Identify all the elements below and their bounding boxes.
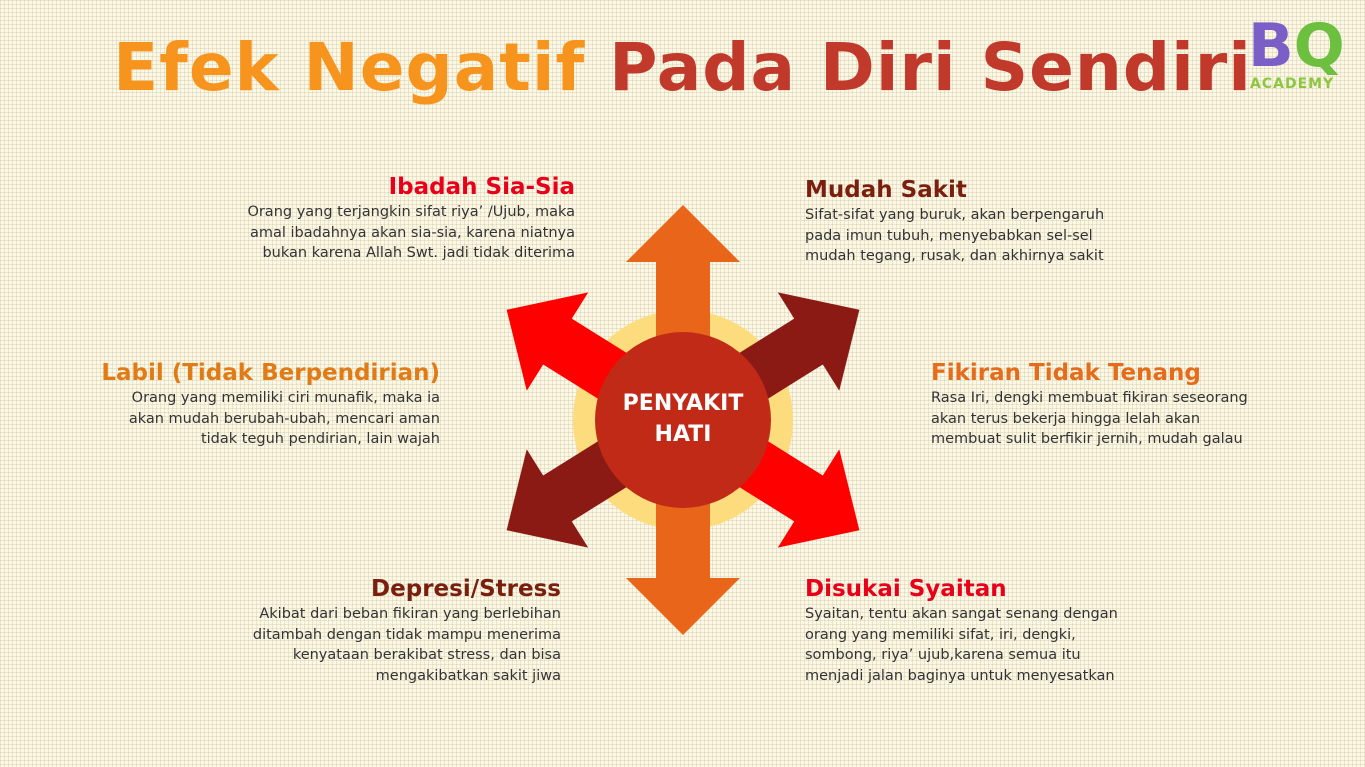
- center-label-line-1: PENYAKIT: [622, 391, 744, 416]
- logo-letter-b: B: [1248, 11, 1294, 81]
- effect-description: [805, 205, 1104, 267]
- effect-description: [101, 388, 440, 450]
- center-label: [596, 388, 770, 450]
- description-line: bukan karena Allah Swt. jadi tidak diterima: [262, 245, 575, 261]
- title-part-1: Efek Negatif: [113, 29, 586, 106]
- description-line: menjadi jalan baginya untuk menyesatkan: [805, 667, 1115, 684]
- effect-depresi-stress: [253, 574, 561, 686]
- description-line: tidak teguh pendirian, lain wajah: [200, 431, 440, 447]
- effect-fikiran-tidak-tenang: [931, 358, 1248, 450]
- effect-title: Ibadah Sia-Sia: [388, 174, 575, 200]
- description-line: membuat sulit berfikir jernih, mudah galau: [931, 431, 1243, 447]
- effect-title: Disukai Syaitan: [805, 576, 1007, 602]
- description-line: Orang yang terjangkin sifat riya’ /Ujub, maka: [247, 204, 575, 220]
- description-line: Syaitan, tentu akan sangat senang dengan: [805, 606, 1118, 622]
- center-label-line-2: HATI: [654, 422, 712, 447]
- description-line: akan mudah berubah-ubah, mencari aman: [128, 410, 440, 427]
- description-line: kenyataan berakibat stress, dan bisa: [292, 647, 561, 663]
- description-line: pada imun tubuh, menyebabkan sel-sel: [805, 227, 1093, 244]
- description-line: amal ibadahnya akan sia-sia, karena niatnya: [249, 224, 575, 241]
- logo-letter-q: Q: [1293, 11, 1345, 81]
- description-line: akan terus bekerja hingga lelah akan: [931, 410, 1201, 427]
- description-line: sombong, riya’ ujub,karena semua itu: [805, 647, 1081, 663]
- effect-title: Labil (Tidak Berpendirian): [101, 360, 440, 386]
- description-line: ditambah dengan tidak mampu menerima: [252, 626, 561, 643]
- description-line: Sifat-sifat yang buruk, akan berpengaruh: [805, 207, 1105, 223]
- effect-labil: [101, 358, 440, 450]
- logo-subtitle: ACADEMY: [1250, 76, 1335, 92]
- effect-title: Mudah Sakit: [805, 177, 967, 203]
- description-line: orang yang memiliki sifat, iri, dengki,: [805, 626, 1076, 643]
- description-line: Orang yang memiliki ciri munafik, maka ia: [131, 390, 440, 406]
- effect-description: [805, 604, 1118, 686]
- effect-disukai-syaitan: [805, 574, 1118, 686]
- description-line: mudah tegang, rusak, dan akhirnya sakit: [805, 248, 1104, 264]
- effect-description: [253, 604, 561, 686]
- effect-description: [247, 202, 575, 264]
- title-part-2: Pada Diri Sendiri: [609, 29, 1252, 106]
- effect-title: Fikiran Tidak Tenang: [931, 360, 1201, 386]
- effect-ibadah-sia-sia: [247, 172, 575, 264]
- effect-mudah-sakit: [805, 175, 1104, 267]
- effect-description: [931, 388, 1248, 450]
- description-line: Akibat dari beban fikiran yang berlebihan: [259, 606, 561, 622]
- description-line: Rasa Iri, dengki membuat fikiran seseorang: [931, 390, 1248, 406]
- effect-title: Depresi/Stress: [371, 576, 561, 602]
- description-line: mengakibatkan sakit jiwa: [375, 667, 561, 684]
